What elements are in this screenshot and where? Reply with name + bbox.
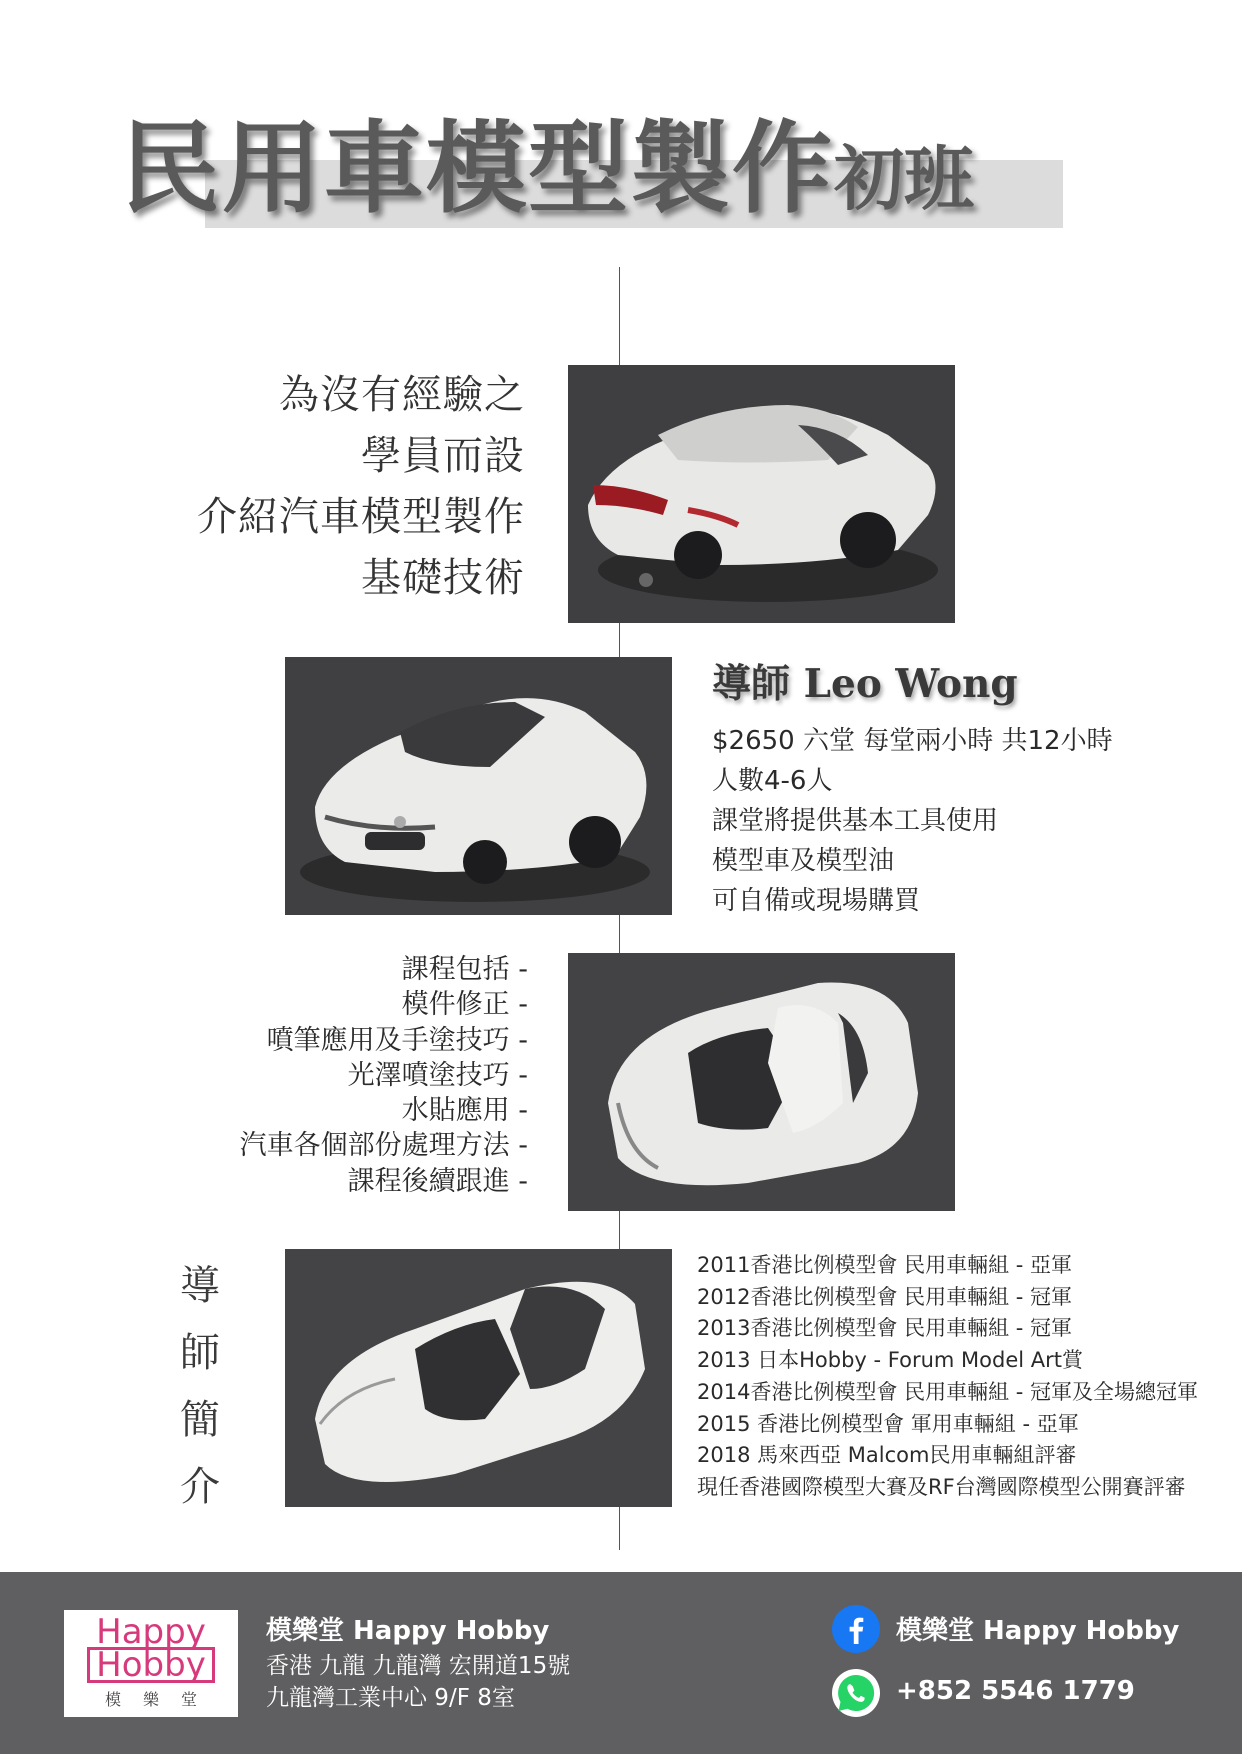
info-line: 課堂將提供基本工具使用 <box>712 806 999 836</box>
shop-address <box>266 1650 570 1714</box>
course-line: 水貼應用 - <box>401 1095 528 1127</box>
award-item: 2014香港比例模型會 民用車輛組 - 冠軍及全場總冠軍 <box>697 1379 1199 1404</box>
address-line: 香港 九龍 九龍灣 宏開道15號 <box>266 1653 571 1679</box>
award-item: 2015 香港比例模型會 軍用車輛組 - 亞軍 <box>697 1411 1079 1436</box>
instructor-profile-label <box>178 1253 222 1521</box>
course-content <box>180 952 528 1199</box>
course-line: 噴筆應用及手塗技巧 - <box>266 1024 528 1056</box>
teacher-heading: 導師 Leo Wong <box>712 661 1018 707</box>
award-item: 現任香港國際模型大賽及RF台灣國際模型公開賽評審 <box>697 1474 1186 1499</box>
whatsapp-icon[interactable] <box>831 1668 881 1718</box>
award-item: 2018 馬來西亞 Malcom民用車輛組評審 <box>697 1443 1077 1468</box>
car-photo-top <box>568 953 955 1211</box>
title-sub: 初班 <box>834 138 974 220</box>
course-line: 課程包括 - <box>401 954 528 985</box>
award-item: 2011香港比例模型會 民用車輛組 - 亞軍 <box>697 1253 1073 1277</box>
intro-line: 介紹汽車模型製作 <box>197 494 525 540</box>
shop-name: 模樂堂 Happy Hobby <box>266 1616 550 1646</box>
car-photo-rear <box>568 365 955 623</box>
logo-bottom-word: Hobby <box>87 1647 215 1683</box>
info-line: $2650 六堂 每堂兩小時 共12小時 <box>712 726 1113 756</box>
course-info <box>712 721 1113 921</box>
info-line: 人數4-6人 <box>712 766 833 796</box>
intro-text <box>130 365 525 609</box>
vertical-char: 簡 <box>180 1397 220 1443</box>
course-line: 模件修正 - <box>401 989 528 1021</box>
whatsapp-number[interactable]: +852 5546 1779 <box>896 1676 1135 1706</box>
logo-top-word: Happy <box>96 1612 206 1652</box>
course-line: 課程後續跟進 - <box>347 1165 528 1197</box>
car-photo-top-front <box>285 1249 672 1507</box>
address-line: 九龍灣工業中心 9/F 8室 <box>266 1685 515 1711</box>
info-line: 模型車及模型油 <box>712 846 895 876</box>
vertical-char: 師 <box>180 1330 220 1376</box>
facebook-icon[interactable] <box>831 1604 881 1654</box>
vertical-char: 導 <box>180 1263 220 1309</box>
intro-line: 基礎技術 <box>361 555 525 601</box>
page-title <box>120 88 974 232</box>
course-line: 汽車各個部份處理方法 - <box>239 1130 528 1162</box>
intro-line: 為沒有經驗之 <box>279 372 525 418</box>
course-line: 光澤噴塗技巧 - <box>347 1059 528 1091</box>
award-item: 2013 日本Hobby - Forum Model Art賞 <box>697 1348 1083 1373</box>
title-main: 民用車模型製作 <box>120 110 834 227</box>
award-item: 2012香港比例模型會 民用車輛組 - 冠軍 <box>697 1284 1073 1309</box>
info-line: 可自備或現場購買 <box>712 886 921 916</box>
awards-list <box>697 1250 1198 1504</box>
logo-chinese: 模樂堂 <box>104 1690 219 1709</box>
facebook-link[interactable]: 模樂堂 Happy Hobby <box>896 1616 1180 1646</box>
logo-wordmark <box>64 1612 238 1685</box>
award-item: 2013香港比例模型會 民用車輛組 - 冠軍 <box>697 1316 1073 1341</box>
intro-line: 學員而設 <box>361 433 525 479</box>
vertical-char: 介 <box>180 1464 220 1510</box>
car-photo-front <box>285 657 672 915</box>
